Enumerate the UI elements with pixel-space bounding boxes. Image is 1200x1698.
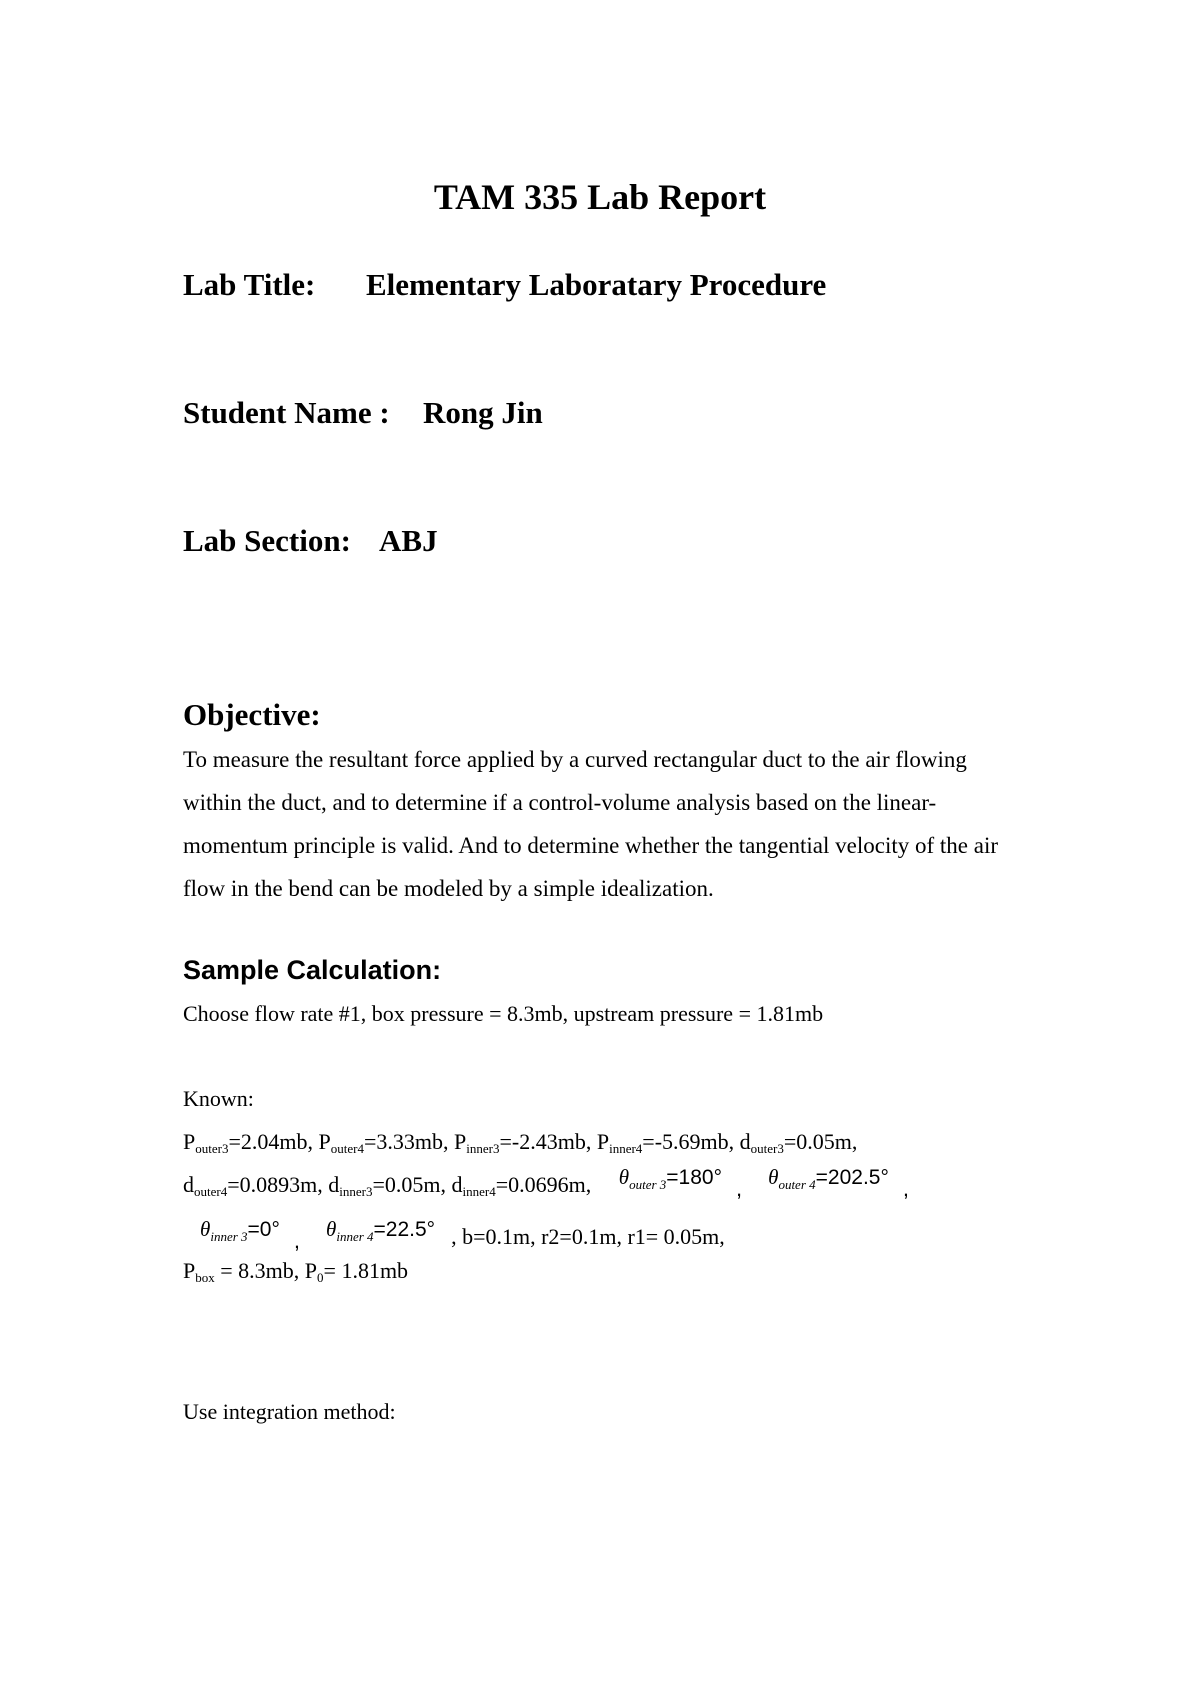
lab-title-value: Elementary Laboratary Procedure xyxy=(366,267,827,302)
known-box-pressure-line xyxy=(183,1256,408,1286)
p-0: $P_0= 1.81mb$ xyxy=(304,1258,409,1285)
theta-outer3: $\theta_{outer 3}=180^\circ$ xyxy=(618,1165,722,1192)
student-name-row xyxy=(183,394,543,432)
known-pressures-line xyxy=(183,1127,857,1157)
d-outer3: $d_{outer3}=0.05m$, xyxy=(739,1129,858,1156)
sample-calculation-heading: Sample Calculation: xyxy=(183,955,442,985)
student-name-value: Rong Jin xyxy=(423,395,543,430)
student-name-label: Student Name : xyxy=(183,395,390,430)
lab-section-row xyxy=(183,522,438,560)
integration-method-line: Use integration method: xyxy=(183,1399,396,1424)
known-angles-line xyxy=(200,1217,725,1253)
theta-inner4: $\theta_{inner 4}=22.5^\circ$ xyxy=(326,1217,436,1244)
p-outer3: $P_{outer3}=2.04mb$, xyxy=(183,1129,319,1156)
separator-comma: , xyxy=(735,1176,743,1201)
objective-heading: Objective: xyxy=(183,697,321,732)
lab-title-label: Lab Title: xyxy=(183,267,316,302)
separator-comma: , xyxy=(902,1176,909,1201)
lab-section-value: ABJ xyxy=(379,523,438,558)
theta-inner3: $\theta_{inner 3}=0^\circ$ xyxy=(200,1217,280,1244)
report-title: TAM 335 Lab Report xyxy=(433,177,767,217)
known-distances-line xyxy=(183,1165,935,1201)
p-inner4: $P_{inner4}=-5.69mb$, xyxy=(596,1129,740,1156)
d-inner3: $d_{inner3}=0.05m$, xyxy=(328,1172,452,1199)
p-box: $P_{box} = 8.3mb$, xyxy=(183,1258,305,1285)
theta-outer4: $\theta_{outer 4}=202.5^\circ$ xyxy=(768,1165,889,1192)
p-inner3: $P_{inner3}=-2.43mb$, xyxy=(454,1129,597,1156)
separator-comma: , xyxy=(293,1228,300,1253)
known-label: Known: xyxy=(183,1086,254,1111)
d-outer4: $d_{outer4}=0.0893m$, xyxy=(183,1172,329,1199)
lab-section-label: Lab Section: xyxy=(183,523,351,558)
flow-rate-line: Choose flow rate #1, box pressure = 8.3mb, upstream pressure = 1.81mb xyxy=(183,1001,824,1026)
p-outer4: $P_{outer4}=3.33mb$, xyxy=(318,1129,454,1156)
dimensions-text: , b=0.1m, r2=0.1m, r1= 0.05m, xyxy=(451,1224,725,1249)
d-inner4: $d_{inner4}=0.0696m$, xyxy=(451,1172,592,1199)
lab-title-row xyxy=(183,266,826,304)
objective-paragraph: To measure the resultant force applied by a curved rectangular duct to the air flowing within the duct, and to determine if a control-volume analysis based on the linear-momentum principle is valid. And to determine whether the tangential velocity of the air flow in the bend can be modeled by a simple idealization. xyxy=(183,747,998,901)
